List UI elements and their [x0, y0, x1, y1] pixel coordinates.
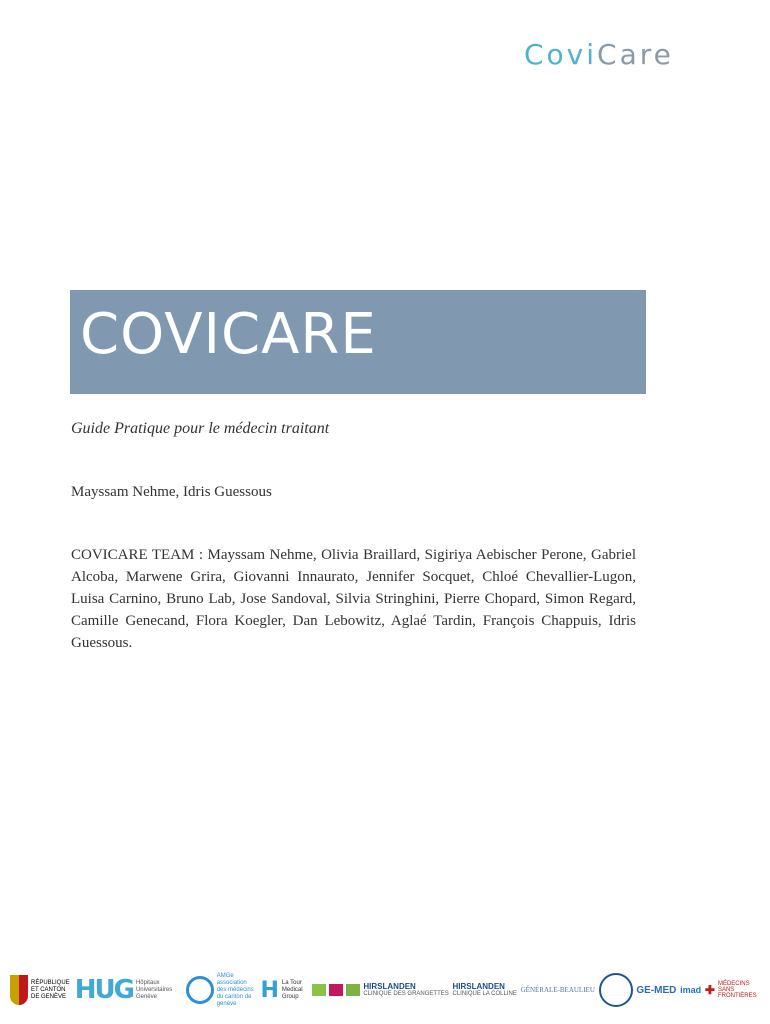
team-list: COVICARE TEAM : Mayssam Nehme, Olivia Braillard, Sigiriya Aebischer Perone, Gabriel Alcoba, Marwene Grira, Giovanni Innaurato, Jennifer Socquet, Chloé Chevallier-Lugon, Luisa Carnino, Bruno Lab, Jose Sandoval, Silvia Stringhini, Pierre Chopard, Simon Regard, Camille Genecand, Flora Koegler, Dan Lebowitz, Aglaé Tardin, François Chappuis, Idris Guessous. [71, 547, 636, 651]
document-authors: Mayssam Nehme, Idris Guessous [71, 484, 272, 500]
hirslanden-grangettes-name: HIRSLANDEN [363, 982, 416, 991]
document-title: COVICARE [80, 302, 377, 367]
amge-text: AMGe association des médecins du canton de genève [216, 972, 254, 1007]
amge-circle-icon [186, 976, 214, 1004]
covicare-logo [524, 38, 674, 71]
logo-covi-text: Covi [524, 38, 598, 71]
latour-logo [260, 970, 307, 1010]
hug-text: Hôpitaux Universitaires Genève [135, 979, 173, 1000]
generale-beaulieu-logo [521, 970, 595, 1010]
house-icon [329, 984, 343, 996]
latour-h-icon: H [260, 977, 279, 1003]
seal-icon [599, 973, 633, 1007]
maisons-sante-logo [312, 970, 360, 1010]
document-subtitle: Guide Pratique pour le médecin traitant [71, 420, 330, 437]
generale-beaulieu-text: GÉNÉRALE-BEAULIEU [520, 986, 595, 994]
geneve-logo [10, 970, 71, 1010]
amge-logo [186, 970, 257, 1010]
house-icon [346, 984, 360, 996]
geneve-text: RÉPUBLIQUE ET CANTON DE GENÈVE [31, 979, 70, 1000]
hug-mark: HUG [74, 975, 133, 1005]
msf-logo [705, 970, 762, 1010]
imad-logo [680, 970, 701, 1010]
hirslanden-colline-sub: CLINIQUE LA COLLINE [452, 991, 517, 997]
title-banner [70, 290, 646, 394]
hirslanden-colline-name: HIRSLANDEN [452, 982, 505, 991]
house-icon [312, 984, 326, 996]
hirslanden-grangettes-sub: CLINIQUE DES GRANGETTES [363, 991, 449, 997]
partner-logos-footer [10, 968, 762, 1012]
geneve-crest-icon [10, 975, 28, 1005]
hirslanden-colline-logo [453, 970, 517, 1010]
msf-icon: ✚ [704, 983, 715, 997]
medical-seal-logo [599, 970, 633, 1010]
latour-text: La Tour Medical Group [281, 979, 303, 1000]
logo-care-text: Care [597, 38, 674, 71]
gemed-text: GE-MED [636, 984, 677, 996]
msf-text: MÉDECINS SANS FRONTIÈRES [717, 981, 757, 999]
hirslanden-grangettes-logo [363, 970, 448, 1010]
gemed-logo [636, 970, 676, 1010]
imad-text: imad [680, 985, 702, 995]
hug-logo [75, 970, 182, 1010]
